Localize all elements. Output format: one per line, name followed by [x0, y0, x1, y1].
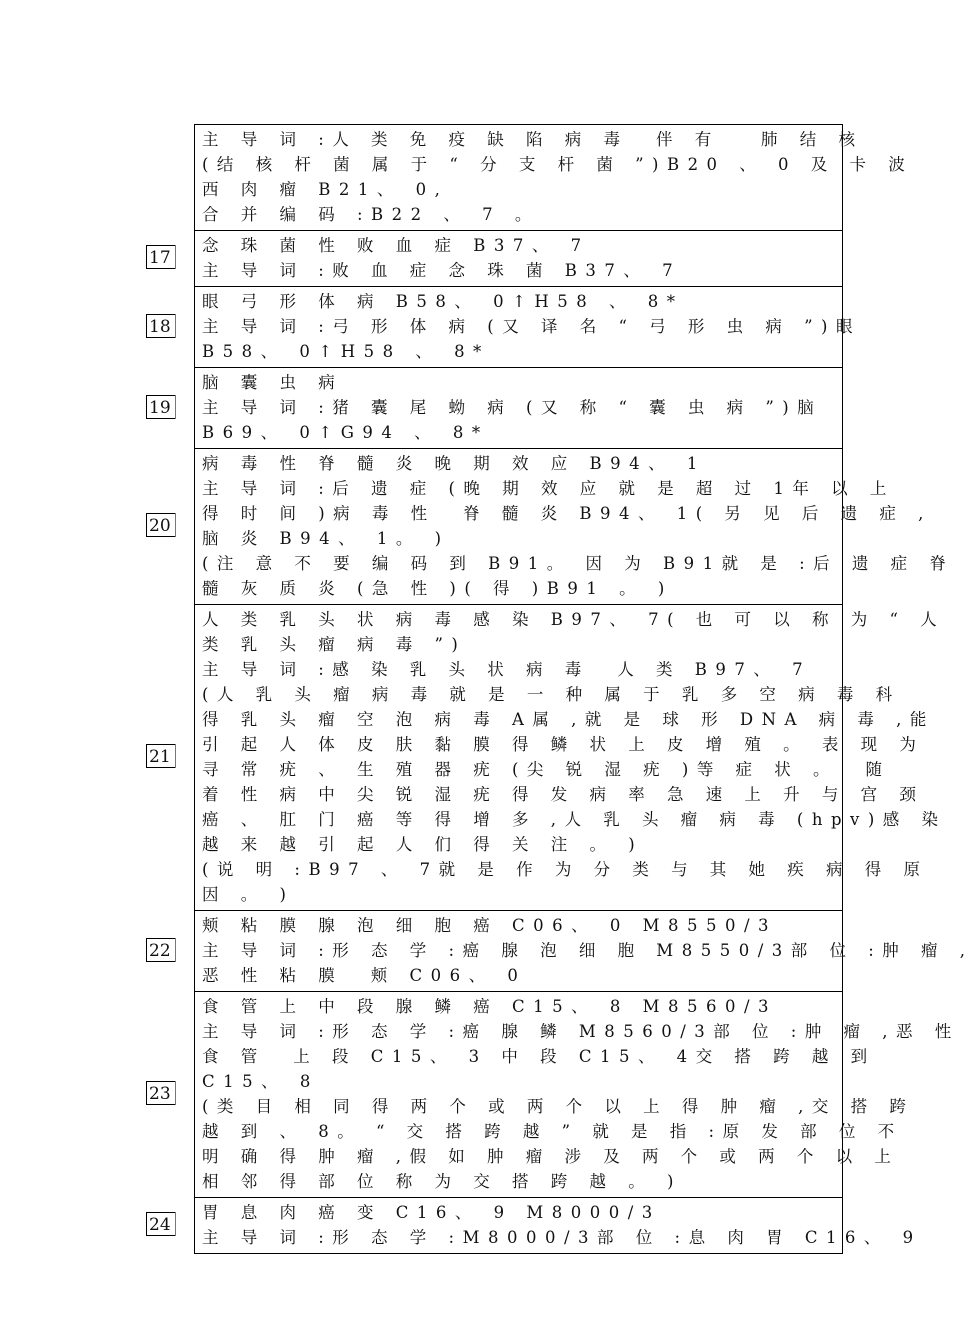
table-row [195, 367, 842, 448]
row-number-label: 17 [146, 245, 176, 269]
row-text-line: 类 乳 头 瘤 病 毒 ”) [202, 635, 467, 654]
table-row [195, 286, 861, 367]
row-text-line: 明 确 得 肿 瘤 ,假 如 肿 瘤 涉 及 两 个 或 两 个 以 上 [202, 1147, 900, 1166]
row-text-line: 主 导 词 :形 态 学 :M8000/3部 位 :息 肉 胃 C16、 9 [202, 1228, 922, 1247]
row-text-line: B69、 0↑G94 、 8* [202, 423, 489, 442]
row-text-line: (注 意 不 要 编 码 到 B91。 因 为 B91就 是 :后 遗 症 脊 [202, 554, 955, 573]
row-text-line: 颊 粘 膜 腺 泡 细 胞 癌 C06、 0 M8550/3 [202, 916, 778, 935]
row-text-line: 主 导 词 :后 遗 症 (晚 期 效 应 就 是 超 过 1年 以 上 [202, 479, 895, 498]
row-text-line: (类 目 相 同 得 两 个 或 两 个 以 上 得 肿 瘤 ,交 搭 跨 [202, 1097, 915, 1116]
row-text-line: 主 导 词 :感 染 乳 头 状 病 毒 人 类 B97、 7 [202, 660, 812, 679]
table-row [195, 125, 914, 230]
row-text-line: 主 导 词 :弓 形 体 病 (又 译 名 “ 弓 形 虫 病 ”)眼 [202, 317, 861, 336]
coding-table [194, 124, 974, 1254]
row-text-line: 引 起 人 体 皮 肤 黏 膜 得 鳞 状 上 皮 增 殖 。 表 现 为 [202, 735, 925, 754]
row-text-line: 胃 息 肉 癌 变 C16、 9 M8000/3 [202, 1203, 661, 1222]
row-number-label: 21 [146, 744, 176, 768]
table-row [195, 448, 955, 604]
row-text-line: 病 毒 性 脊 髓 炎 晚 期 效 应 B94、 1 [202, 454, 706, 473]
row-number-label: 19 [146, 395, 176, 419]
row-text-line: 相 邻 得 部 位 称 为 交 搭 跨 越 。 ) [202, 1172, 682, 1191]
row-text-line: 寻 常 疣 、 生 殖 器 疣 (尖 锐 湿 疣 )等 症 状 。 随 [202, 760, 891, 779]
row-text-line: (结 核 杆 菌 属 于 “ 分 支 杆 菌 ”)B20 、 0 及 卡 波 [202, 155, 914, 174]
row-text-line: 癌 、 肛 门 癌 等 得 增 多 ,人 乳 头 瘤 病 毒 (hpv)感 染 [202, 810, 947, 829]
row-text-line: 得 乳 头 瘤 空 泡 病 毒 A属 ,就 是 球 形 DNA 病 毒 ,能 [202, 710, 935, 729]
row-text-line: 眼 弓 形 体 病 B58、 0↑H58 、 8* [202, 292, 684, 311]
row-text-line: 恶 性 粘 膜 颊 C06、 0 [202, 966, 527, 985]
row-text-line: 主 导 词 :猪 囊 尾 蚴 病 (又 称 “ 囊 虫 病 ”)脑 [202, 398, 823, 417]
row-text-line: 主 导 词 :人 类 免 疫 缺 陷 病 毒 伴 有 肺 结 核 [202, 130, 864, 149]
row-text-line: 脑 囊 虫 病 [202, 373, 344, 392]
row-text-line: B58、 0↑H58 、 8* [202, 342, 490, 361]
row-text-line: 主 导 词 :败 血 症 念 珠 菌 B37、 7 [202, 261, 682, 280]
row-number-label: 22 [146, 938, 176, 962]
row-text-line: 主 导 词 :形 态 学 :癌 腺 鳞 M8560/3部 位 :肿 瘤 ,恶 性 [202, 1022, 960, 1041]
row-text-line: 西 肉 瘤 B21、 0, [202, 180, 449, 199]
row-text-line: (人 乳 头 瘤 病 毒 就 是 一 种 属 于 乳 多 空 病 毒 科 [202, 685, 901, 704]
row-number-label: 24 [146, 1212, 176, 1236]
row-text-line: 因 。 ) [202, 885, 295, 904]
row-number-label: 18 [146, 314, 176, 338]
row-text-line: (说 明 :B97 、 7就 是 作 为 分 类 与 其 她 疾 病 得 原 [202, 860, 929, 879]
row-text-line: 越 来 越 引 起 人 们 得 关 注 。 ) [202, 835, 644, 854]
row-text-line: 越 到 、 8。 “ 交 搭 跨 越 ” 就 是 指 :原 发 部 位 不 [202, 1122, 903, 1141]
row-text-line: 得 时 间 )病 毒 性 脊 髓 炎 B94、 1( 另 见 后 遗 症 , [202, 504, 932, 523]
row-text-line: 人 类 乳 头 状 病 毒 感 染 B97、 7( 也 可 以 称 为 “ 人 [202, 610, 946, 629]
row-text-line: 合 并 编 码 :B22 、 7 。 [202, 205, 540, 224]
table-row [195, 991, 960, 1197]
row-number-label: 20 [146, 513, 176, 537]
row-text-line: 念 珠 菌 性 败 血 症 B37、 7 [202, 236, 590, 255]
table-row [195, 910, 974, 991]
row-number-label: 23 [146, 1081, 176, 1105]
table-row [195, 230, 842, 286]
table-row [195, 604, 947, 910]
row-text-line: 脑 炎 B94、 1。 ) [202, 529, 450, 548]
row-text-line: 食 管 上 段 C15、 3 中 段 C15、 4交 搭 跨 越 到 [202, 1047, 876, 1066]
row-text-line: 髓 灰 质 炎 (急 性 )( 得 )B91 。 ) [202, 579, 673, 598]
row-text-line: C15、 8 [202, 1072, 319, 1091]
row-text-line: 着 性 病 中 尖 锐 湿 疣 得 发 病 率 急 速 上 升 与 宫 颈 [202, 785, 925, 804]
row-text-line: 食 管 上 中 段 腺 鳞 癌 C15、 8 M8560/3 [202, 997, 778, 1016]
row-text-line: 主 导 词 :形 态 学 :癌 腺 泡 细 胞 M8550/3部 位 :肿 瘤 , [202, 941, 974, 960]
table-row [195, 1197, 922, 1253]
